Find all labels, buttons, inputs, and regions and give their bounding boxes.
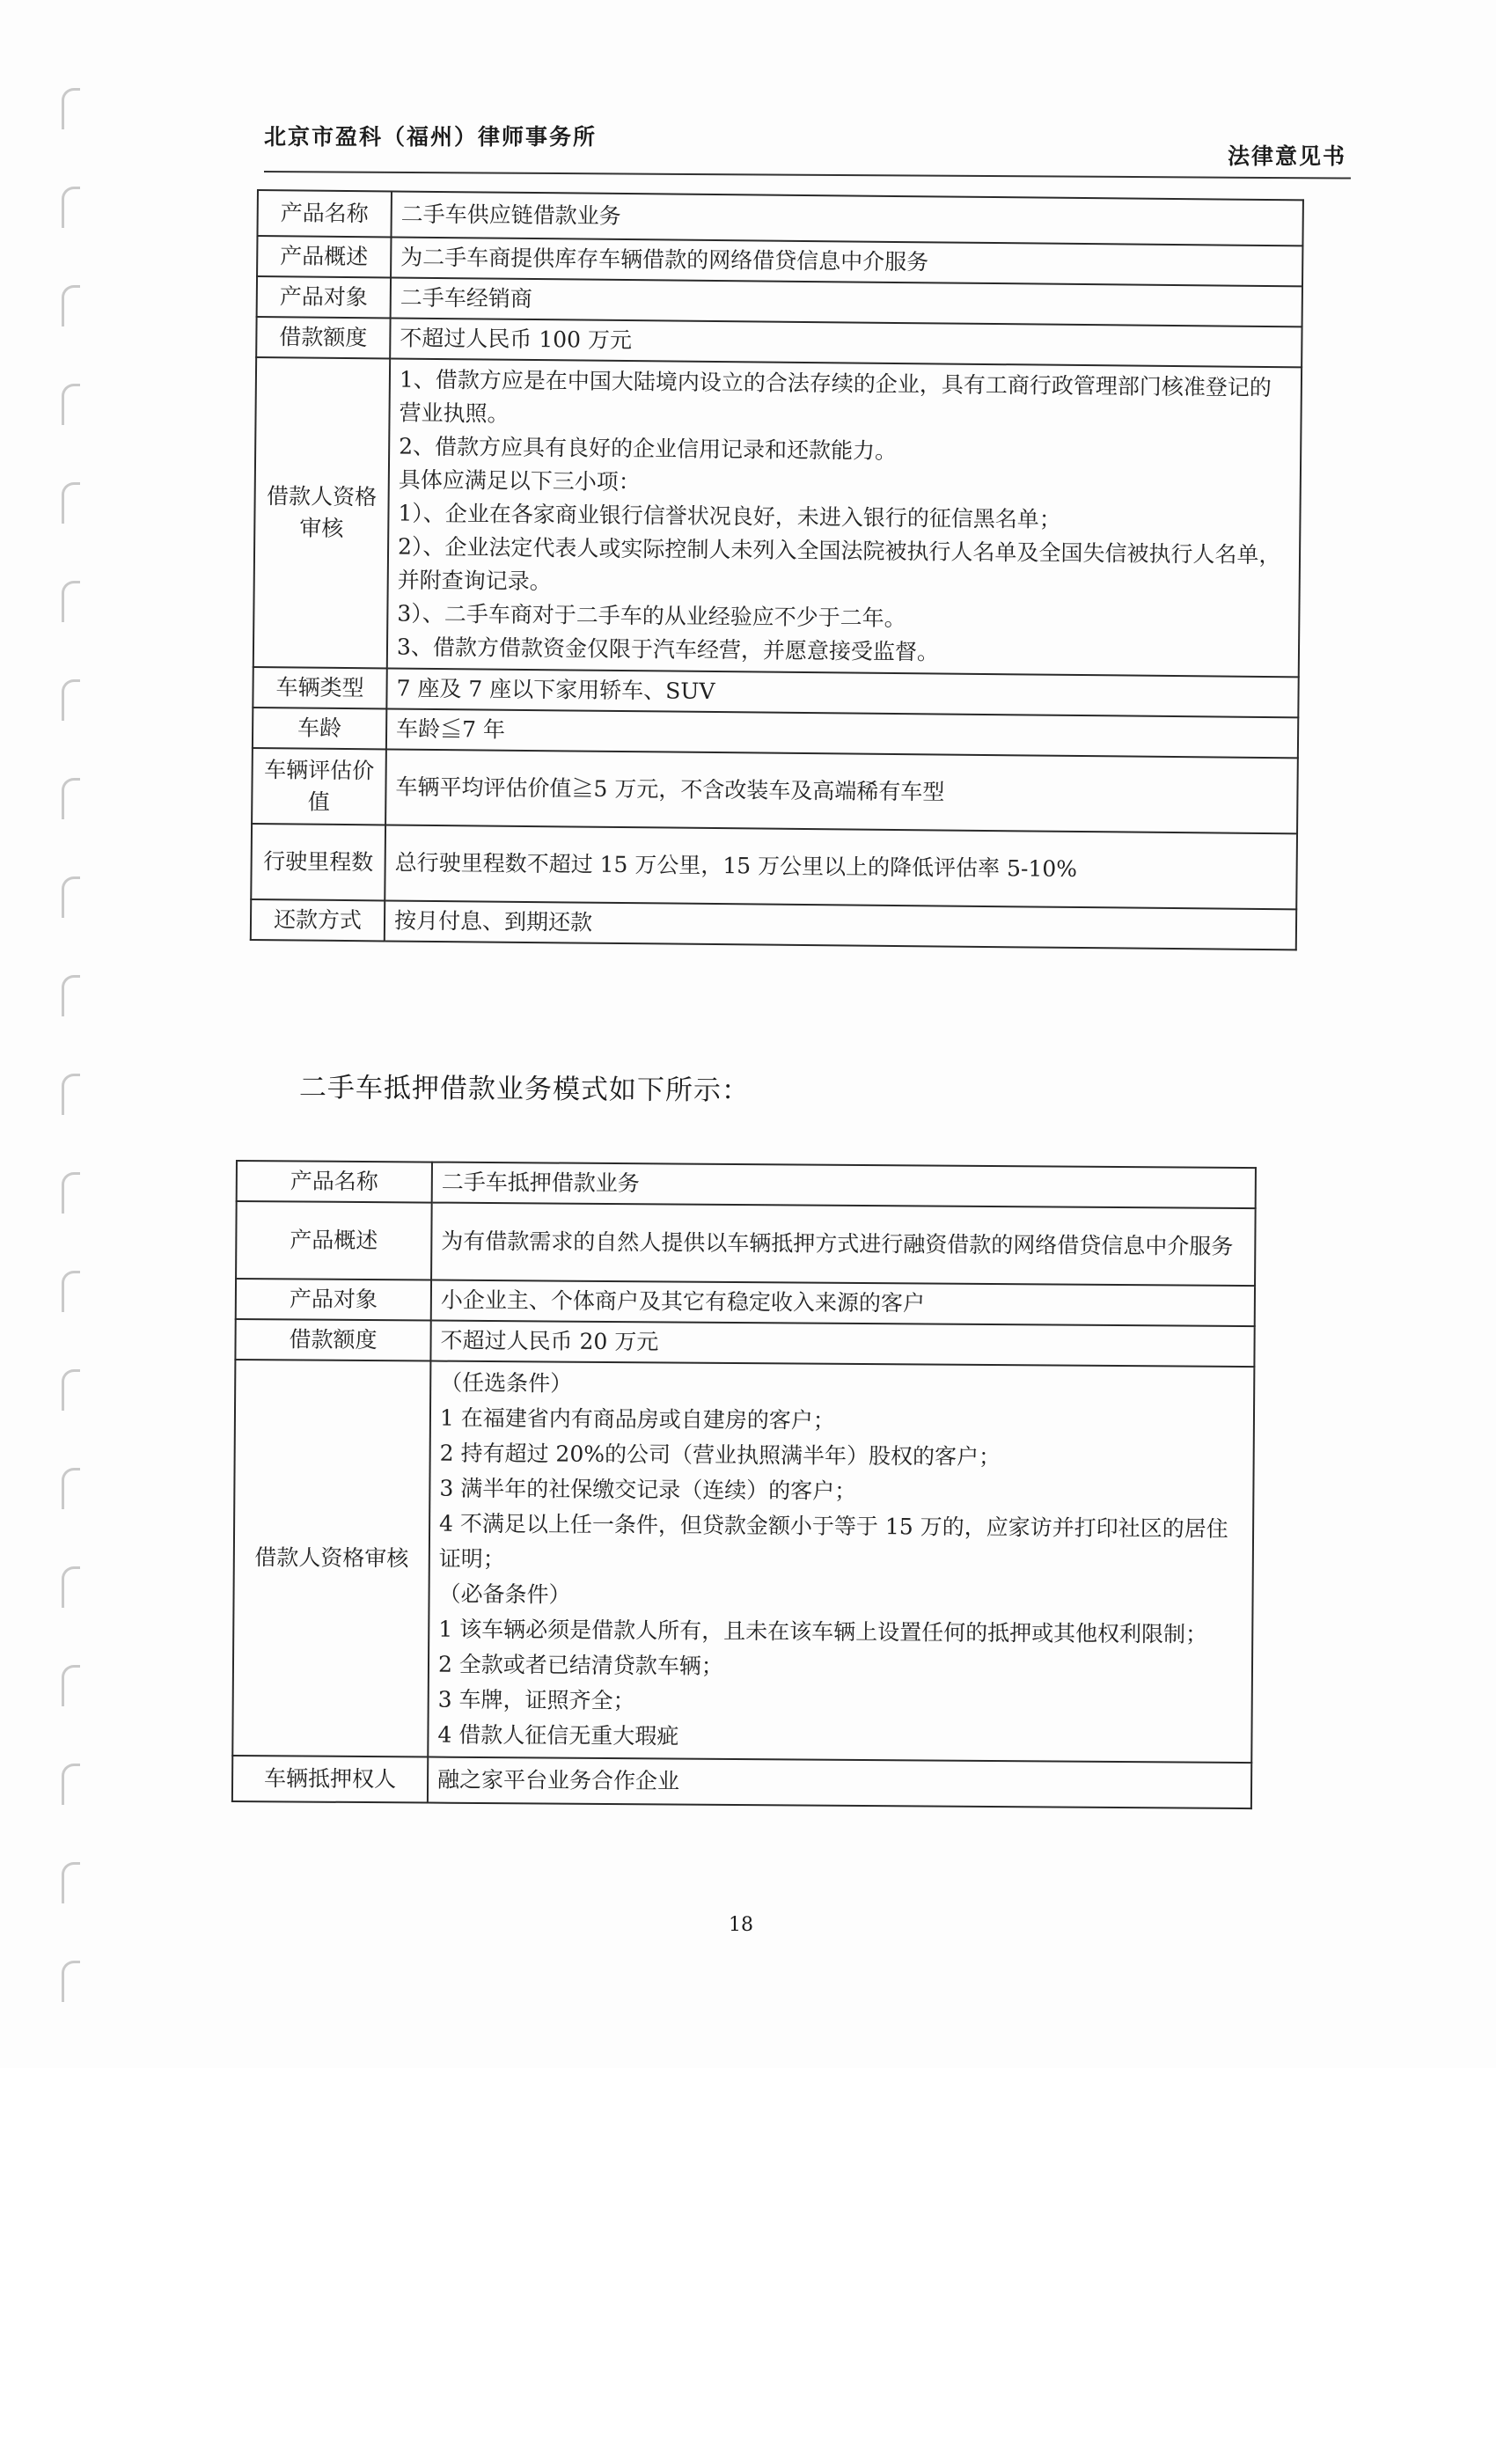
row-label: 车龄 (253, 708, 386, 749)
row-value: 不超过人民币 20 万元 (430, 1321, 1254, 1368)
row-value: 小企业主、个体商户及其它有稳定收入来源的客户 (431, 1280, 1255, 1327)
binder-hole (62, 285, 80, 326)
row-label: 借款额度 (256, 317, 390, 358)
binder-hole (62, 1764, 80, 1805)
row-label: 车辆类型 (253, 667, 386, 708)
row-value: 二手车经销商 (391, 277, 1302, 326)
binder-hole (62, 1271, 80, 1312)
row-value: 7 座及 7 座以下家用轿车、SUV (386, 668, 1298, 717)
table-row (253, 357, 1302, 677)
row-label: 车辆评估价值 (252, 748, 386, 825)
binder-hole (62, 876, 80, 918)
binder-hole (62, 1665, 80, 1706)
row-label: 产品概述 (236, 1201, 432, 1280)
table-row (236, 1201, 1256, 1286)
table-row (236, 1279, 1255, 1326)
page-number: 18 (729, 1914, 753, 1936)
binder-hole (62, 1369, 80, 1411)
page-header (264, 113, 1346, 174)
row-value: 不超过人民币 100 万元 (390, 318, 1302, 367)
table-row (252, 748, 1298, 833)
binder-hole (62, 1961, 80, 2002)
row-value: 二手车供应链借款业务 (391, 191, 1302, 246)
vehicle-mortgage-loan-table (231, 1160, 1257, 1809)
binder-hole (62, 1468, 80, 1509)
binder-hole (62, 1074, 80, 1115)
row-label: 还款方式 (251, 899, 385, 941)
firm-name: 北京市盈科（福州）律师事务所 (264, 124, 598, 150)
binder-hole (62, 1566, 80, 1608)
row-label: 借款人资格审核 (232, 1360, 430, 1757)
binder-hole (62, 581, 80, 622)
binder-hole (62, 1172, 80, 1214)
row-label: 产品名称 (257, 190, 391, 237)
table-row (237, 1161, 1256, 1208)
row-label: 产品对象 (236, 1279, 431, 1321)
row-label: 行驶里程数 (251, 824, 385, 900)
binder-hole (62, 482, 80, 524)
row-value: 为二手车商提供库存车辆借款的网络借贷信息中介服务 (391, 237, 1302, 286)
row-label: 产品对象 (257, 276, 391, 318)
binder-holes (62, 88, 88, 2059)
row-label: 产品名称 (237, 1161, 432, 1203)
table-row (232, 1756, 1251, 1808)
binder-hole (62, 187, 80, 228)
row-label: 借款人资格审核 (253, 357, 390, 668)
document-type: 法律意见书 (1227, 143, 1346, 169)
row-value: 按月付息、到期还款 (385, 900, 1296, 950)
header-rule (264, 171, 1351, 180)
binder-hole (62, 384, 80, 425)
row-value: （任选条件） 1 在福建省内有商品房或自建房的客户； 2 持有超过 20%的公司（营业执照满半年）股权的客户； 3 满半年的社保缴交记录（连续）的客户； 4 不满足以上任一条件，但贷款金额小于等于 15 万的，应家访并打印社区的居住证明； （必备条件） 1 该车辆必须是借款人所有，且未在该车辆上设置任何的抵押或其他权利限制； 2 全款或者已结清贷款车辆； 3 车牌，证照齐全； 4 借款人征信无重大瑕疵 (428, 1361, 1254, 1764)
row-value: 车龄≦7 年 (386, 708, 1298, 758)
table-row (251, 824, 1297, 909)
binder-hole (62, 88, 80, 129)
row-label: 产品概述 (257, 236, 391, 277)
supply-chain-loan-table (250, 189, 1304, 950)
binder-hole (62, 975, 80, 1016)
binder-hole (62, 1862, 80, 1903)
row-value: 二手车抵押借款业务 (432, 1162, 1256, 1209)
binder-hole (62, 679, 80, 721)
row-value: 总行驶里程数不超过 15 万公里，15 万公里以上的降低评估率 5-10% (385, 825, 1297, 909)
row-value: 车辆平均评估价值≧5 万元，不含改装车及高端稀有车型 (385, 749, 1298, 833)
row-value: 为有借款需求的自然人提供以车辆抵押方式进行融资借款的网络借贷信息中介服务 (431, 1203, 1256, 1287)
row-label: 借款额度 (235, 1319, 430, 1361)
table-row (235, 1319, 1254, 1367)
row-value: 融之家平台业务合作企业 (428, 1757, 1251, 1809)
binder-hole (62, 778, 80, 819)
table-row (232, 1360, 1254, 1763)
row-label: 车辆抵押权人 (232, 1756, 428, 1803)
row-value: 1、借款方应是在中国大陆境内设立的合法存续的企业，具有工商行政管理部门核准登记的营业执照。 2、借款方应具有良好的企业信用记录和还款能力。 具体应满足以下三小项： 1）、企业在各家商业银行信誉状况良好，未进入银行的征信黑名单； 2）、企业法定代表人或实际控制人未列入全国法院被执行人名单及全国失信被执行人名单，并附查询记录。 3）、二手车商对于二手车的从业经验应不少于二年。 3、借款方借款资金仅限于汽车经营，并愿意接受监督。 (387, 358, 1302, 677)
section-intro: 二手车抵押借款业务模式如下所示： (298, 1072, 751, 1107)
